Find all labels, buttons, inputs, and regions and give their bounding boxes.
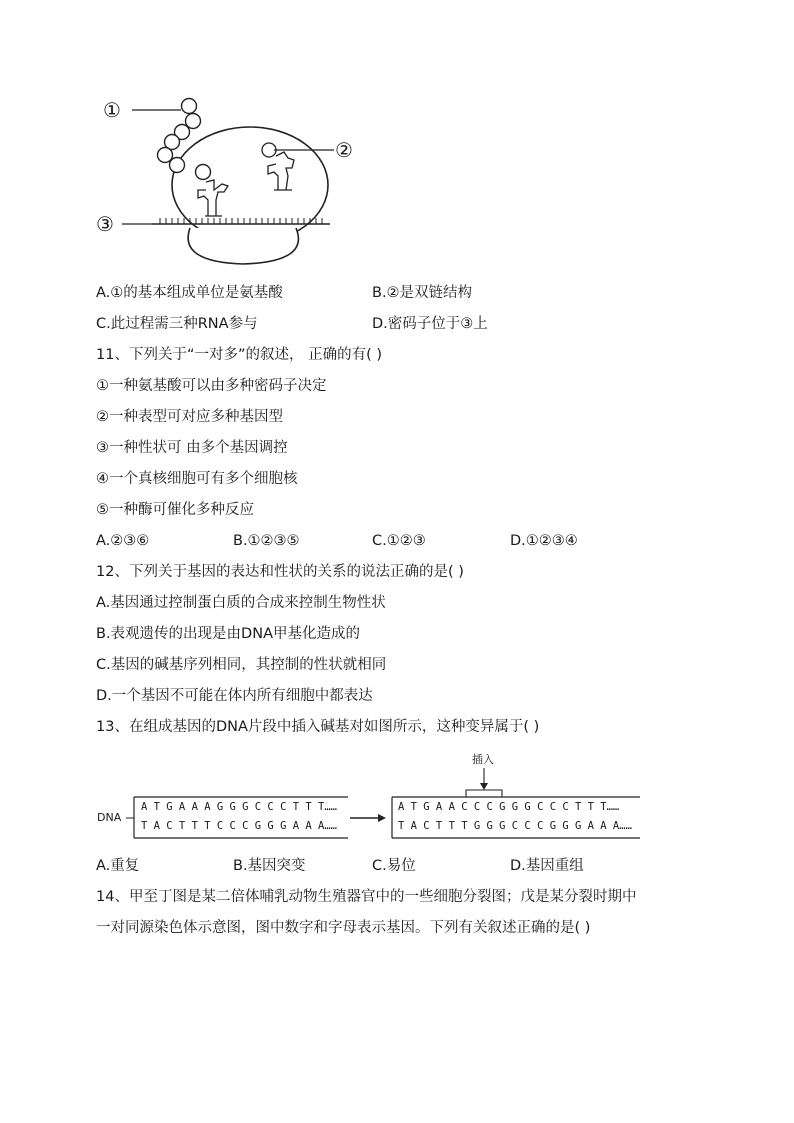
- q14-stem-line-1: 14、甲至丁图是某二倍体哺乳动物生殖器官中的一些细胞分裂图；戊是某分裂时期中: [96, 889, 637, 905]
- q11-stem: 11、下列关于“一对多”的叙述， 正确的有( ): [96, 347, 383, 363]
- q11-item-1: ①一种氨基酸可以由多种密码子决定: [96, 378, 327, 394]
- q11-item-2: ②一种表型可对应多种基因型: [96, 409, 283, 425]
- dna-label: DNA: [97, 811, 122, 824]
- q13-stem: 13、在组成基因的DNA片段中插入碱基对如图所示，这种变异属于( ): [96, 719, 540, 735]
- q12-option-d: D.一个基因不可能在体内所有细胞中都表达: [96, 688, 373, 704]
- insert-label: 插入: [472, 753, 494, 766]
- figure-label-2: ②: [335, 138, 353, 162]
- q13-option-c: C.易位: [372, 858, 416, 874]
- q13-option-b: B.基因突变: [233, 858, 306, 874]
- left-strand-bottom: T A C T T T C C C G G G A A A……: [141, 820, 337, 832]
- q13-option-a: A.重复: [96, 858, 140, 874]
- left-strand-top: A T G A A A G G G C C C T T T……: [141, 801, 337, 813]
- q10-option-d: D.密码子位于③上: [372, 316, 488, 332]
- right-strand-top: A T G A A C C C G G G C C C T T T……: [398, 801, 620, 813]
- q11-item-5: ⑤一种酶可催化多种反应: [96, 502, 254, 518]
- q11-option-a: A.②③⑥: [96, 533, 150, 549]
- figure-label-3: ③: [96, 212, 114, 236]
- ribosome-figure: [0, 0, 794, 280]
- q11-item-4: ④一个真核细胞可有多个细胞核: [96, 471, 298, 487]
- q10-option-a: A.①的基本组成单位是氨基酸: [96, 285, 283, 301]
- q12-option-a: A.基因通过控制蛋白质的合成来控制生物性状: [96, 595, 386, 611]
- q12-option-c: C.基因的碱基序列相同，其控制的性状就相同: [96, 657, 387, 673]
- q11-item-3: ③一种性状可 由多个基因调控: [96, 440, 288, 456]
- q11-option-c: C.①②③: [372, 533, 426, 549]
- large-subunit: [172, 127, 328, 243]
- q11-option-d: D.①②③④: [510, 533, 578, 549]
- q13-option-d: D.基因重组: [510, 858, 584, 874]
- small-subunit: [188, 228, 298, 264]
- q11-option-b: B.①②③⑤: [233, 533, 300, 549]
- figure-label-1: ①: [103, 98, 121, 122]
- q10-option-c: C.此过程需三种RNA参与: [96, 316, 258, 332]
- mrna-ticks: [160, 218, 322, 224]
- q12-stem: 12、下列关于基因的表达和性状的关系的说法正确的是( ): [96, 564, 464, 580]
- q14-stem-line-2: 一对同源染色体示意图，图中数字和字母表示基因。下列有关叙述正确的是( ): [96, 920, 591, 936]
- right-strand-bottom: T A C T T T G G G C C C G G G A A A……: [398, 820, 632, 832]
- q12-option-b: B.表观遗传的出现是由DNA甲基化造成的: [96, 626, 360, 642]
- q10-option-b: B.②是双链结构: [372, 285, 473, 301]
- trna-left: [198, 180, 228, 216]
